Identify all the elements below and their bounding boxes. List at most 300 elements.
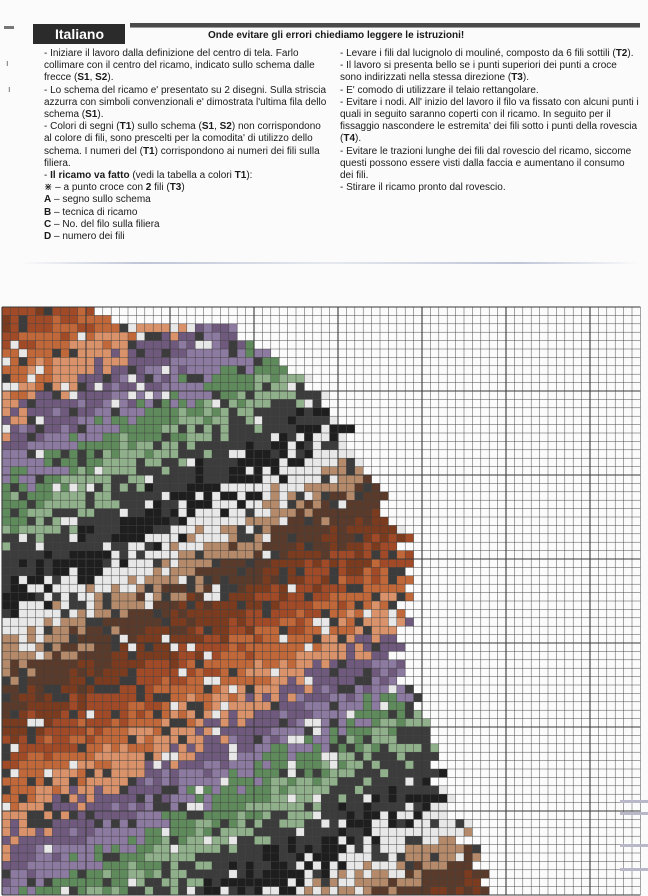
pattern-cell: [355, 601, 363, 609]
pattern-cell: [422, 761, 430, 769]
pattern-cell: [338, 425, 346, 433]
pattern-cell: [69, 307, 77, 315]
pattern-cell: [153, 626, 161, 634]
pattern-cell: [10, 315, 18, 323]
pattern-cell: [288, 551, 296, 559]
pattern-cell: [187, 391, 195, 399]
pattern-cell: [36, 450, 44, 458]
pattern-cell: [388, 609, 396, 617]
pattern-cell: [346, 534, 354, 542]
pattern-cell: [78, 349, 86, 357]
pattern-cell: [86, 845, 94, 853]
pattern-cell: [36, 853, 44, 861]
pattern-cell: [10, 307, 18, 315]
pattern-cell: [44, 383, 52, 391]
pattern-cell: [195, 416, 203, 424]
pattern-cell: [237, 551, 245, 559]
pattern-cell: [229, 752, 237, 760]
pattern-cell: [422, 777, 430, 785]
pattern-cell: [229, 349, 237, 357]
pattern-cell: [338, 551, 346, 559]
pattern-cell: [246, 677, 254, 685]
pattern-cell: [262, 374, 270, 382]
pattern-cell: [103, 635, 111, 643]
pattern-cell: [69, 643, 77, 651]
pattern-cell: [397, 710, 405, 718]
pattern-cell: [363, 752, 371, 760]
pattern-cell: [103, 391, 111, 399]
pattern-cell: [288, 828, 296, 836]
pattern-cell: [414, 845, 422, 853]
pattern-cell: [279, 761, 287, 769]
pattern-cell: [338, 450, 346, 458]
pattern-cell: [78, 702, 86, 710]
pattern-cell: [36, 660, 44, 668]
pattern-cell: [120, 685, 128, 693]
pattern-cell: [120, 450, 128, 458]
pattern-cell: [220, 551, 228, 559]
pattern-cell: [27, 870, 35, 878]
pattern-cell: [313, 819, 321, 827]
pattern-cell: [111, 735, 119, 743]
pattern-cell: [414, 819, 422, 827]
pattern-cell: [338, 878, 346, 886]
pattern-cell: [19, 710, 27, 718]
pattern-cell: [212, 399, 220, 407]
pattern-cell: [229, 651, 237, 659]
pattern-cell: [237, 870, 245, 878]
pattern-cell: [254, 828, 262, 836]
pattern-cell: [128, 383, 136, 391]
right-column-paragraph: [340, 48, 640, 60]
pattern-cell: [254, 509, 262, 517]
pattern-cell: [36, 517, 44, 525]
pattern-cell: [472, 845, 480, 853]
pattern-cell: [69, 702, 77, 710]
pattern-cell: [27, 307, 35, 315]
pattern-cell: [187, 618, 195, 626]
pattern-cell: [178, 727, 186, 735]
pattern-cell: [229, 635, 237, 643]
pattern-cell: [388, 853, 396, 861]
pattern-cell: [380, 651, 388, 659]
pattern-cell: [330, 702, 338, 710]
pattern-cell: [271, 559, 279, 567]
bold-run: T3: [169, 182, 182, 194]
pattern-cell: [372, 626, 380, 634]
pattern-cell: [279, 786, 287, 794]
pattern-cell: [246, 601, 254, 609]
pattern-cell: [212, 752, 220, 760]
pattern-cell: [397, 727, 405, 735]
pattern-cell: [220, 525, 228, 533]
pattern-cell: [111, 861, 119, 869]
pattern-cell: [195, 492, 203, 500]
pattern-cell: [162, 719, 170, 727]
pattern-cell: [86, 534, 94, 542]
pattern-cell: [86, 391, 94, 399]
pattern-cell: [363, 534, 371, 542]
pattern-cell: [2, 542, 10, 550]
pattern-cell: [388, 660, 396, 668]
pattern-cell: [313, 845, 321, 853]
pattern-cell: [346, 660, 354, 668]
pattern-cell: [170, 635, 178, 643]
pattern-cell: [2, 786, 10, 794]
pattern-cell: [10, 399, 18, 407]
pattern-cell: [304, 509, 312, 517]
pattern-cell: [170, 752, 178, 760]
pattern-cell: [380, 752, 388, 760]
pattern-cell: [330, 878, 338, 886]
pattern-cell: [296, 425, 304, 433]
pattern-cell: [439, 861, 447, 869]
pattern-cell: [153, 559, 161, 567]
pattern-cell: [220, 517, 228, 525]
pattern-cell: [262, 845, 270, 853]
pattern-cell: [86, 660, 94, 668]
pattern-cell: [2, 794, 10, 802]
pattern-cell: [388, 542, 396, 550]
pattern-cell: [128, 786, 136, 794]
pattern-cell: [10, 433, 18, 441]
pattern-cell: [288, 458, 296, 466]
pattern-cell: [220, 786, 228, 794]
pattern-cell: [212, 584, 220, 592]
pattern-cell: [78, 828, 86, 836]
pattern-cell: [204, 475, 212, 483]
pattern-cell: [346, 576, 354, 584]
pattern-cell: [338, 752, 346, 760]
pattern-cell: [246, 433, 254, 441]
pattern-cell: [187, 845, 195, 853]
pattern-cell: [321, 601, 329, 609]
pattern-cell: [27, 618, 35, 626]
pattern-cell: [204, 635, 212, 643]
pattern-cell: [397, 735, 405, 743]
pattern-cell: [338, 525, 346, 533]
pattern-cell: [271, 525, 279, 533]
left-column-paragraph: [44, 170, 330, 182]
pattern-cell: [178, 635, 186, 643]
pattern-cell: [363, 828, 371, 836]
pattern-cell: [178, 693, 186, 701]
pattern-cell: [212, 534, 220, 542]
pattern-cell: [372, 887, 380, 895]
pattern-cell: [10, 803, 18, 811]
pattern-cell: [422, 845, 430, 853]
pattern-cell: [120, 626, 128, 634]
pattern-cell: [86, 509, 94, 517]
pattern-cell: [36, 735, 44, 743]
pattern-cell: [304, 735, 312, 743]
pattern-cell: [178, 483, 186, 491]
pattern-cell: [380, 593, 388, 601]
pattern-cell: [86, 576, 94, 584]
text-run: - Evitare le trazioni lunghe dei fili dal rovescio del ricamo, siccome questi possono essere visti dalla faccia e aumentano il consumo dei fili.: [340, 145, 632, 182]
pattern-cell: [162, 702, 170, 710]
pattern-cell: [262, 685, 270, 693]
pattern-cell: [220, 887, 228, 895]
pattern-cell: [145, 383, 153, 391]
pattern-cell: [10, 391, 18, 399]
pattern-cell: [36, 584, 44, 592]
pattern-cell: [136, 383, 144, 391]
pattern-cell: [330, 693, 338, 701]
pattern-cell: [153, 399, 161, 407]
pattern-cell: [94, 450, 102, 458]
pattern-cell: [103, 551, 111, 559]
pattern-cell: [279, 777, 287, 785]
pattern-cell: [246, 635, 254, 643]
pattern-cell: [330, 819, 338, 827]
pattern-cell: [355, 853, 363, 861]
pattern-cell: [212, 517, 220, 525]
pattern-cell: [279, 408, 287, 416]
pattern-cell: [304, 635, 312, 643]
pattern-cell: [19, 668, 27, 676]
pattern-cell: [94, 811, 102, 819]
pattern-cell: [103, 483, 111, 491]
pattern-cell: [321, 752, 329, 760]
pattern-cell: [204, 668, 212, 676]
pattern-cell: [27, 853, 35, 861]
pattern-cell: [162, 458, 170, 466]
pattern-cell: [380, 710, 388, 718]
pattern-cell: [363, 887, 371, 895]
pattern-cell: [204, 383, 212, 391]
pattern-cell: [204, 861, 212, 869]
pattern-cell: [372, 525, 380, 533]
pattern-cell: [355, 752, 363, 760]
pattern-cell: [19, 551, 27, 559]
pattern-cell: [187, 366, 195, 374]
pattern-cell: [103, 668, 111, 676]
pattern-cell: [204, 542, 212, 550]
pattern-cell: [338, 517, 346, 525]
pattern-cell: [456, 819, 464, 827]
pattern-cell: [145, 366, 153, 374]
pattern-cell: [212, 836, 220, 844]
pattern-cell: [271, 492, 279, 500]
pattern-cell: [2, 878, 10, 886]
pattern-cell: [178, 458, 186, 466]
pattern-cell: [145, 483, 153, 491]
pattern-cell: [304, 567, 312, 575]
pattern-cell: [86, 618, 94, 626]
pattern-cell: [94, 349, 102, 357]
pattern-cell: [355, 593, 363, 601]
pattern-cell: [456, 853, 464, 861]
pattern-cell: [246, 693, 254, 701]
pattern-cell: [86, 559, 94, 567]
pattern-cell: [313, 601, 321, 609]
pattern-cell: [153, 475, 161, 483]
pattern-cell: [397, 744, 405, 752]
pattern-cell: [2, 525, 10, 533]
pattern-cell: [288, 752, 296, 760]
pattern-cell: [178, 332, 186, 340]
pattern-cell: [187, 492, 195, 500]
pattern-cell: [61, 626, 69, 634]
pattern-cell: [456, 870, 464, 878]
pattern-cell: [330, 534, 338, 542]
pattern-cell: [279, 677, 287, 685]
pattern-cell: [61, 769, 69, 777]
pattern-cell: [321, 794, 329, 802]
pattern-cell: [145, 416, 153, 424]
pattern-cell: [414, 811, 422, 819]
pattern-cell: [162, 341, 170, 349]
pattern-cell: [128, 341, 136, 349]
pattern-cell: [388, 567, 396, 575]
pattern-cell: [304, 374, 312, 382]
pattern-cell: [78, 324, 86, 332]
pattern-cell: [212, 618, 220, 626]
pattern-cell: [246, 719, 254, 727]
pattern-cell: [103, 593, 111, 601]
pattern-cell: [10, 769, 18, 777]
pattern-cell: [296, 576, 304, 584]
pattern-cell: [321, 643, 329, 651]
pattern-cell: [279, 685, 287, 693]
pattern-cell: [36, 576, 44, 584]
pattern-cell: [187, 601, 195, 609]
pattern-cell: [103, 828, 111, 836]
pattern-cell: [52, 425, 60, 433]
pattern-cell: [78, 693, 86, 701]
pattern-cell: [204, 710, 212, 718]
pattern-cell: [296, 786, 304, 794]
pattern-cell: [304, 551, 312, 559]
pattern-cell: [262, 786, 270, 794]
pattern-cell: [111, 660, 119, 668]
pattern-cell: [136, 626, 144, 634]
pattern-cell: [212, 492, 220, 500]
pattern-cell: [397, 567, 405, 575]
pattern-cell: [145, 744, 153, 752]
pattern-cell: [111, 752, 119, 760]
pattern-cell: [279, 887, 287, 895]
pattern-cell: [136, 517, 144, 525]
pattern-cell: [254, 836, 262, 844]
pattern-cell: [111, 509, 119, 517]
pattern-cell: [27, 551, 35, 559]
pattern-cell: [128, 677, 136, 685]
pattern-cell: [296, 702, 304, 710]
pattern-cell: [170, 551, 178, 559]
pattern-cell: [111, 853, 119, 861]
pattern-cell: [380, 576, 388, 584]
pattern-cell: [103, 601, 111, 609]
pattern-cell: [271, 819, 279, 827]
pattern-cell: [52, 525, 60, 533]
pattern-cell: [187, 584, 195, 592]
pattern-cell: [246, 349, 254, 357]
pattern-cell: [288, 374, 296, 382]
pattern-cell: [380, 769, 388, 777]
pattern-cell: [271, 567, 279, 575]
pattern-cell: [52, 836, 60, 844]
pattern-cell: [52, 803, 60, 811]
pattern-cell: [414, 861, 422, 869]
pattern-cell: [10, 861, 18, 869]
pattern-cell: [439, 878, 447, 886]
pattern-cell: [313, 635, 321, 643]
pattern-cell: [86, 374, 94, 382]
pattern-cell: [61, 517, 69, 525]
pattern-cell: [128, 509, 136, 517]
pattern-cell: [430, 887, 438, 895]
pattern-cell: [237, 685, 245, 693]
pattern-cell: [10, 618, 18, 626]
pattern-cell: [111, 618, 119, 626]
pattern-cell: [78, 475, 86, 483]
pattern-cell: [44, 693, 52, 701]
pattern-cell: [229, 551, 237, 559]
pattern-cell: [246, 803, 254, 811]
pattern-cell: [153, 761, 161, 769]
pattern-cell: [296, 593, 304, 601]
pattern-cell: [36, 500, 44, 508]
pattern-cell: [279, 441, 287, 449]
pattern-cell: [212, 719, 220, 727]
pattern-cell: [212, 819, 220, 827]
pattern-cell: [2, 509, 10, 517]
pattern-cell: [162, 324, 170, 332]
pattern-cell: [321, 609, 329, 617]
pattern-cell: [86, 324, 94, 332]
pattern-cell: [10, 534, 18, 542]
pattern-cell: [439, 786, 447, 794]
pattern-cell: [187, 811, 195, 819]
pattern-cell: [162, 836, 170, 844]
pattern-cell: [220, 836, 228, 844]
pattern-cell: [162, 727, 170, 735]
pattern-cell: [304, 525, 312, 533]
pattern-cell: [363, 727, 371, 735]
pattern-cell: [372, 853, 380, 861]
pattern-cell: [19, 635, 27, 643]
pattern-cell: [195, 357, 203, 365]
pattern-cell: [330, 761, 338, 769]
pattern-cell: [414, 735, 422, 743]
pattern-cell: [363, 542, 371, 550]
pattern-cell: [78, 366, 86, 374]
pattern-cell: [61, 567, 69, 575]
pattern-cell: [52, 433, 60, 441]
pattern-cell: [86, 332, 94, 340]
pattern-cell: [313, 761, 321, 769]
pattern-cell: [304, 576, 312, 584]
pattern-cell: [195, 425, 203, 433]
pattern-cell: [405, 719, 413, 727]
pattern-cell: [19, 845, 27, 853]
pattern-cell: [94, 878, 102, 886]
pattern-cell: [61, 794, 69, 802]
pattern-cell: [2, 777, 10, 785]
pattern-cell: [145, 593, 153, 601]
pattern-cell: [44, 803, 52, 811]
pattern-cell: [69, 366, 77, 374]
pattern-cell: [338, 542, 346, 550]
pattern-cell: [153, 887, 161, 895]
pattern-cell: [330, 668, 338, 676]
pattern-cell: [94, 492, 102, 500]
pattern-cell: [296, 391, 304, 399]
pattern-cell: [296, 618, 304, 626]
pattern-cell: [229, 483, 237, 491]
